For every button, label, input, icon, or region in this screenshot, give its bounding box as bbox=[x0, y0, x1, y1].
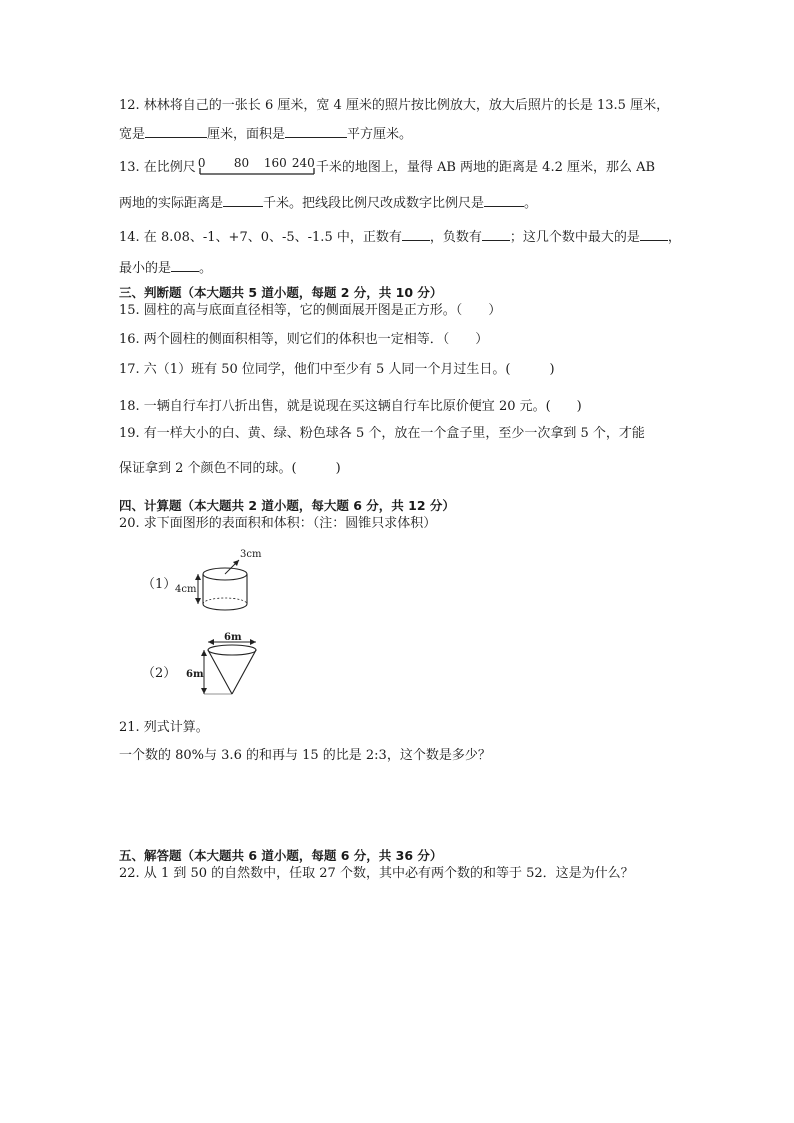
line-scale-bar bbox=[198, 157, 316, 175]
q14-line2-pre: 最小的是 bbox=[119, 261, 172, 276]
fig2-label: （2） bbox=[142, 666, 177, 681]
q13-line1 bbox=[119, 157, 655, 177]
cone-diameter-label: 6m bbox=[224, 632, 242, 643]
q12-blank-area[interactable] bbox=[285, 124, 347, 138]
q14-blank-positive[interactable] bbox=[402, 227, 430, 241]
scale-tick-240: 240 bbox=[291, 156, 315, 170]
q14-pre: 14. 在 8.08、-1、+7、0、-5、-1.5 中，正数有 bbox=[119, 230, 402, 245]
q12-blank-width[interactable] bbox=[145, 124, 207, 138]
q14-line2 bbox=[119, 258, 212, 278]
q12-mid: 厘米，面积是 bbox=[207, 127, 286, 142]
q13-line2-mid: 千米。把线段比例尺改成数字比例尺是 bbox=[263, 196, 485, 211]
q13-blank-distance[interactable] bbox=[223, 193, 263, 207]
section-4-heading: 四、计算题（本大题共 2 道小题，每大题 6 分，共 12 分） bbox=[119, 498, 455, 513]
q19-line2: 保证拿到 2 个颜色不同的球。( ) bbox=[119, 461, 341, 476]
q12-line1: 12. 林林将自己的一张长 6 厘米，宽 4 厘米的照片按比例放大，放大后照片的长是 13.5 厘米， bbox=[119, 98, 670, 113]
scale-unit: 千米 bbox=[315, 160, 342, 175]
cone-figure bbox=[180, 632, 270, 702]
q13-post: 的地图上，量得 AB 两地的距离是 4.2 厘米，那么 AB bbox=[341, 160, 656, 175]
section-3-heading: 三、判断题（本大题共 5 道小题，每题 2 分，共 10 分） bbox=[119, 285, 443, 300]
q12-post: 平方厘米。 bbox=[347, 127, 413, 142]
q13-line2 bbox=[119, 193, 537, 213]
cylinder-radius-label: 3cm bbox=[240, 549, 262, 560]
cone-height-label: 6m bbox=[186, 669, 204, 680]
q15: 15. 圆柱的高与底面直径相等，它的侧面展开图是正方形。（ ） bbox=[119, 303, 502, 318]
cylinder-figure bbox=[170, 546, 270, 616]
q18: 18. 一辆自行车打八折出售，就是说现在买这辆自行车比原价便宜 20 元。( ) bbox=[119, 399, 582, 414]
q12-line2 bbox=[119, 124, 412, 144]
cylinder-height-label: 4cm bbox=[175, 584, 197, 595]
q14-blank-negative[interactable] bbox=[482, 227, 510, 241]
q13-pre: 13. 在比例尺 bbox=[119, 160, 196, 175]
q13-line2-post: 。 bbox=[524, 196, 538, 211]
q19-line1: 19. 有一样大小的白、黄、绿、粉色球各 5 个，放在一个盒子里，至少一次拿到 5 个，才能 bbox=[119, 426, 645, 441]
scale-tick-80: 80 bbox=[233, 156, 250, 170]
q14-blank-min[interactable] bbox=[171, 258, 199, 272]
q14-line2-post: 。 bbox=[199, 261, 213, 276]
q13-line2-pre: 两地的实际距离是 bbox=[119, 196, 224, 211]
scale-tick-0: 0 bbox=[197, 156, 206, 170]
q14-post: ， bbox=[667, 230, 681, 245]
q20-text: 20. 求下面图形的表面积和体积：（注：圆锥只求体积） bbox=[119, 516, 437, 531]
q17: 17. 六（1）班有 50 位同学，他们中至少有 5 人同一个月过生日。( ) bbox=[119, 362, 555, 377]
q14-mid1: ，负数有 bbox=[429, 230, 482, 245]
q12-pre: 宽是 bbox=[119, 127, 146, 142]
q21-title: 21. 列式计算。 bbox=[119, 720, 209, 735]
section-5-heading: 五、解答题（本大题共 6 道小题，每题 6 分，共 36 分） bbox=[119, 848, 443, 863]
q21-text: 一个数的 80%与 3.6 的和再与 15 的比是 2:3，这个数是多少？ bbox=[119, 748, 491, 763]
fig1-label: （1） bbox=[142, 577, 177, 592]
q14-blank-max[interactable] bbox=[640, 227, 668, 241]
q13-blank-ratio[interactable] bbox=[484, 193, 524, 207]
q16: 16. 两个圆柱的侧面积相等，则它们的体积也一定相等．（ ） bbox=[119, 332, 489, 347]
q14-line1 bbox=[119, 227, 681, 247]
q14-mid2: ；这几个数中最大的是 bbox=[509, 230, 640, 245]
scale-tick-160: 160 bbox=[263, 156, 287, 170]
q22: 22. 从 1 到 50 的自然数中，任取 27 个数，其中必有两个数的和等于 52．这是为什么？ bbox=[119, 866, 634, 881]
